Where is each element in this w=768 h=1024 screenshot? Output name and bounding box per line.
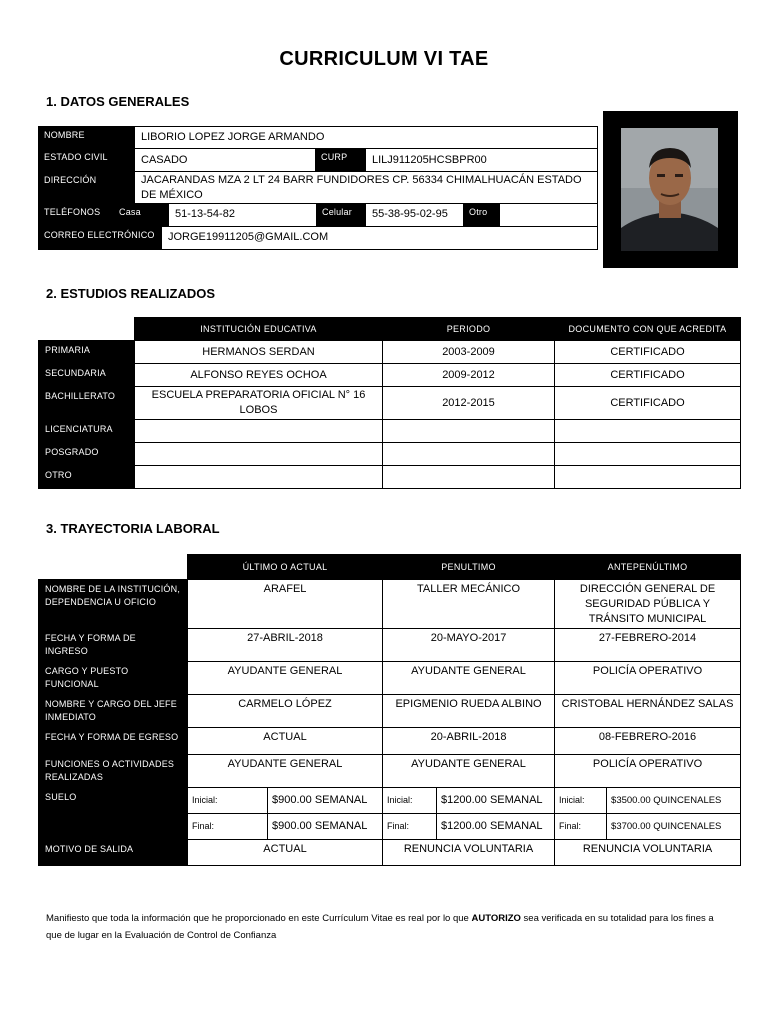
- career-value: 20-MAYO-2017: [383, 629, 555, 662]
- career-value: DIRECCIÓN GENERAL DE SEGURIDAD PÚBLICA Y TRÁNSITO MUNICIPAL: [555, 580, 741, 629]
- label-telefonos: [38, 203, 169, 227]
- studies-level: SECUNDARIA: [39, 364, 135, 387]
- studies-row: [39, 443, 741, 466]
- label-casa: Casa: [119, 207, 141, 217]
- studies-institution: ALFONSO REYES OCHOA: [135, 364, 383, 387]
- studies-level: LICENCIATURA: [39, 420, 135, 443]
- label-telefonos-text: TELÉFONOS: [44, 207, 101, 217]
- section-heading-career: 3. TRAYECTORIA LABORAL: [46, 521, 220, 536]
- career-value: AYUDANTE GENERAL: [188, 755, 383, 788]
- studies-document: CERTIFICADO: [555, 341, 741, 364]
- career-value: RENUNCIA VOLUNTARIA: [383, 840, 555, 866]
- sueldo-inicial-label: Inicial:: [383, 788, 437, 814]
- document-title: CURRICULUM VI TAE: [279, 48, 489, 70]
- studies-row: [39, 341, 741, 364]
- career-value: ARAFEL: [188, 580, 383, 629]
- career-table: [38, 554, 741, 866]
- studies-table: [38, 317, 741, 489]
- studies-institution: ESCUELA PREPARATORIA OFICIAL N° 16 LOBOS: [135, 387, 383, 420]
- career-value: ACTUAL: [188, 840, 383, 866]
- studies-level: POSGRADO: [39, 443, 135, 466]
- studies-level: OTRO: [39, 466, 135, 489]
- studies-level: PRIMARIA: [39, 341, 135, 364]
- studies-header-document: DOCUMENTO CON QUE ACREDITA: [555, 318, 741, 341]
- career-header-last: ÚLTIMO O ACTUAL: [188, 555, 383, 580]
- career-row-motivo: [39, 840, 741, 866]
- value-casa: 51-13-54-82: [168, 203, 317, 227]
- sueldo-inicial-value: $900.00 SEMANAL: [268, 788, 383, 814]
- career-row-institution: [39, 580, 741, 629]
- career-row-cargo: [39, 662, 741, 695]
- studies-header-blank: [39, 318, 135, 341]
- label-correo: CORREO ELECTRÓNICO: [38, 226, 162, 250]
- career-value: 08-FEBRERO-2016: [555, 728, 741, 755]
- career-row-funciones: [39, 755, 741, 788]
- value-direccion: JACARANDAS MZA 2 LT 24 BARR FUNDIDORES CP. 56334 CHIMALHUACÁN ESTADO DE MÉXICO: [134, 171, 598, 204]
- career-value: AYUDANTE GENERAL: [383, 755, 555, 788]
- career-label: FECHA Y FORMA DE EGRESO: [39, 728, 188, 755]
- label-estado-civil: ESTADO CIVIL: [38, 148, 135, 172]
- studies-row: [39, 466, 741, 489]
- studies-period: 2009-2012: [383, 364, 555, 387]
- sueldo-inicial-label: Inicial:: [555, 788, 607, 814]
- sueldo-final-value: $1200.00 SEMANAL: [437, 814, 555, 840]
- person-photo-icon: [621, 128, 718, 251]
- career-value: POLICÍA OPERATIVO: [555, 662, 741, 695]
- studies-row: [39, 420, 741, 443]
- sueldo-final-value: $3700.00 QUINCENALES: [607, 814, 741, 840]
- studies-document: CERTIFICADO: [555, 387, 741, 420]
- studies-row: [39, 364, 741, 387]
- career-label-motivo: MOTIVO DE SALIDA: [39, 840, 188, 866]
- value-curp: LILJ911205HCSBPR00: [365, 148, 598, 172]
- career-value: AYUDANTE GENERAL: [383, 662, 555, 695]
- section-heading-general: 1. DATOS GENERALES: [46, 94, 190, 109]
- studies-period: [383, 443, 555, 466]
- career-label-sueldo: SUELO: [39, 788, 188, 840]
- declaration-text: [46, 910, 726, 944]
- studies-period: 2012-2015: [383, 387, 555, 420]
- career-value: 27-FEBRERO-2014: [555, 629, 741, 662]
- career-row-ingreso: [39, 629, 741, 662]
- studies-level: BACHILLERATO: [39, 387, 135, 420]
- career-value: CARMELO LÓPEZ: [188, 695, 383, 728]
- value-otro: [499, 203, 598, 227]
- sueldo-final-label: Final:: [188, 814, 268, 840]
- studies-institution: HERMANOS SERDAN: [135, 341, 383, 364]
- career-label: FECHA Y FORMA DE INGRESO: [39, 629, 188, 662]
- career-value: 27-ABRIL-2018: [188, 629, 383, 662]
- studies-document: [555, 466, 741, 489]
- career-row-egreso: [39, 728, 741, 755]
- declaration-part2: sea verificada en su totalidad para los fines a que de lugar en la Evaluación de Control de Confianza: [46, 913, 714, 941]
- studies-institution: [135, 443, 383, 466]
- declaration-part1: Manifiesto que toda la información que he proporcionado en este Currículum Vitae es real por lo que: [46, 913, 472, 924]
- career-header-antepenultimate: ANTEPENÚLTIMO: [555, 555, 741, 580]
- label-celular: Celular: [316, 203, 366, 227]
- career-value: CRISTOBAL HERNÁNDEZ SALAS: [555, 695, 741, 728]
- studies-institution: [135, 420, 383, 443]
- sueldo-inicial-value: $1200.00 SEMANAL: [437, 788, 555, 814]
- career-value: TALLER MECÁNICO: [383, 580, 555, 629]
- profile-photo: [621, 128, 718, 251]
- label-curp: CURP: [315, 148, 366, 172]
- career-value: AYUDANTE GENERAL: [188, 662, 383, 695]
- label-otro: Otro: [463, 203, 500, 227]
- career-row-jefe: [39, 695, 741, 728]
- career-label: NOMBRE Y CARGO DEL JEFE INMEDIATO: [39, 695, 188, 728]
- studies-document: [555, 420, 741, 443]
- value-nombre: LIBORIO LOPEZ JORGE ARMANDO: [134, 126, 598, 149]
- career-row-sueldo-inicial: [39, 788, 741, 814]
- career-label: CARGO Y PUESTO FUNCIONAL: [39, 662, 188, 695]
- sueldo-inicial-label: Inicial:: [188, 788, 268, 814]
- career-label: NOMBRE DE LA INSTITUCIÓN, DEPENDENCIA U OFICIO: [39, 580, 188, 629]
- career-value: 20-ABRIL-2018: [383, 728, 555, 755]
- career-value: EPIGMENIO RUEDA ALBINO: [383, 695, 555, 728]
- studies-institution: [135, 466, 383, 489]
- sueldo-final-label: Final:: [555, 814, 607, 840]
- photo-frame: [603, 111, 738, 268]
- career-label: FUNCIONES O ACTIVIDADES REALIZADAS: [39, 755, 188, 788]
- studies-row: [39, 387, 741, 420]
- career-value: POLICÍA OPERATIVO: [555, 755, 741, 788]
- value-celular: 55-38-95-02-95: [365, 203, 464, 227]
- studies-period: [383, 420, 555, 443]
- career-value: ACTUAL: [188, 728, 383, 755]
- studies-document: [555, 443, 741, 466]
- studies-period: 2003-2009: [383, 341, 555, 364]
- value-estado-civil: CASADO: [134, 148, 316, 172]
- label-nombre: NOMBRE: [38, 126, 135, 149]
- label-direccion: DIRECCIÓN: [38, 171, 135, 204]
- value-correo: JORGE19911205@GMAIL.COM: [161, 226, 598, 250]
- studies-period: [383, 466, 555, 489]
- section-heading-studies: 2. ESTUDIOS REALIZADOS: [46, 286, 216, 301]
- studies-document: CERTIFICADO: [555, 364, 741, 387]
- career-value: RENUNCIA VOLUNTARIA: [555, 840, 741, 866]
- sueldo-inicial-value: $3500.00 QUINCENALES: [607, 788, 741, 814]
- declaration-bold: AUTORIZO: [471, 913, 521, 924]
- studies-header-period: PERIODO: [383, 318, 555, 341]
- studies-header-institution: INSTITUCIÓN EDUCATIVA: [135, 318, 383, 341]
- career-header-blank: [39, 555, 188, 580]
- career-header-penultimate: PENULTIMO: [383, 555, 555, 580]
- sueldo-final-label: Final:: [383, 814, 437, 840]
- sueldo-final-value: $900.00 SEMANAL: [268, 814, 383, 840]
